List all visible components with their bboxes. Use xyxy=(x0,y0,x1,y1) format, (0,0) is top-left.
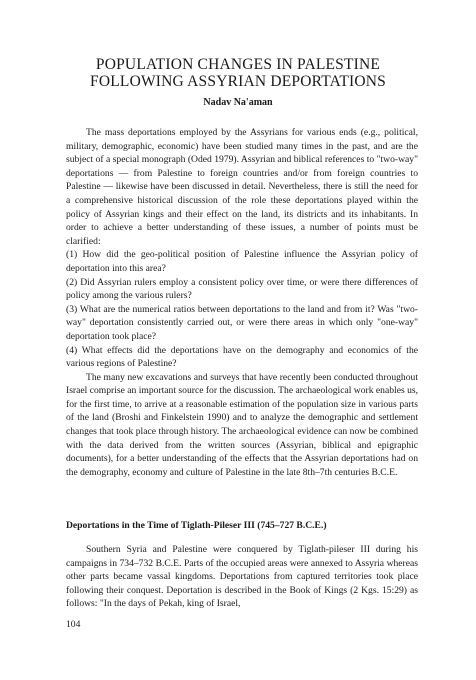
intro-body xyxy=(66,126,418,479)
question-4: (4) What effects did the deportations have on the demography and economics of the various regions of Palestine? xyxy=(66,344,418,370)
title-line-1: POPULATION CHANGES IN PALESTINE xyxy=(95,56,381,73)
author-name: Nadav Na'aman xyxy=(203,97,273,108)
intro-paragraph-2: The many new excavations and surveys that have recently been conducted throughout Israel comprise an important source for the discussion. The archaeological work enables us, for the first time, to arrive at a reasonable estimation of the population size in various parts of the land (Broshi and Finkelstein 1990) and to analyze the demographic and settlement changes that took place through history. The archaeological evidence can now be combined with the data derived from the written sources (Assyrian, biblical and epigraphic documents), for a better understanding of the effects that the Assyrian deportations had on the demography, economy and culture of Palestine in the late 8th–7th centuries B.C.E. xyxy=(66,371,419,478)
question-1: (1) How did the geo-political position of Palestine influence the Assyrian policy of deportation into this area? xyxy=(66,249,418,274)
intro-paragraph-1: The mass deportations employed by the Assyrians for various ends (e.g., political, military, demographic, economic) have been studied many times in the past, and are the subject of a special monograph (Oded 1979). Assyrian and biblical references to "two-way" deportations — from Palestine to foreign countries and/or from foreign countries to Palestine — likewise have been discussed in detail. Nevertheless, there is still the need for a comprehensive historical discussion of the role these deportations played within the policy of Assyrian kings and their effect on the land, its districts and its inhabitants. In order to achieve a better understanding of these issues, a number of points must be clarified: xyxy=(66,127,418,247)
section-heading: Deportations in the Time of Tiglath-Pileser III (745–727 B.C.E.) xyxy=(66,520,327,531)
title-line-2: FOLLOWING ASSYRIAN DEPORTATIONS xyxy=(90,73,386,90)
section-body xyxy=(66,543,418,611)
question-2: (2) Did Assyrian rulers employ a consistent policy over time, or were there differences of policy among the various rulers? xyxy=(66,276,418,302)
section-paragraph-1: Southern Syria and Palestine were conquered by Tiglath-pileser III during his campaigns in 734–732 B.C.E. Parts of the occupied areas were annexed to Assyria whereas other parts became vassal kingdoms. Deportations from captured territories took place following their conquest. Deportation is described in the Book of Kings (2 Kgs. 15:29) as follows: "In the days of Pekah, king of Israel, xyxy=(66,544,418,610)
page-number: 104 xyxy=(66,619,81,630)
article-title xyxy=(0,56,476,90)
question-3: (3) What are the numerical ratios between deportations to the land and from it? Was "two-way" deportation consistently carried out, or were there areas in which only "one-way" deportation took place? xyxy=(66,303,418,342)
